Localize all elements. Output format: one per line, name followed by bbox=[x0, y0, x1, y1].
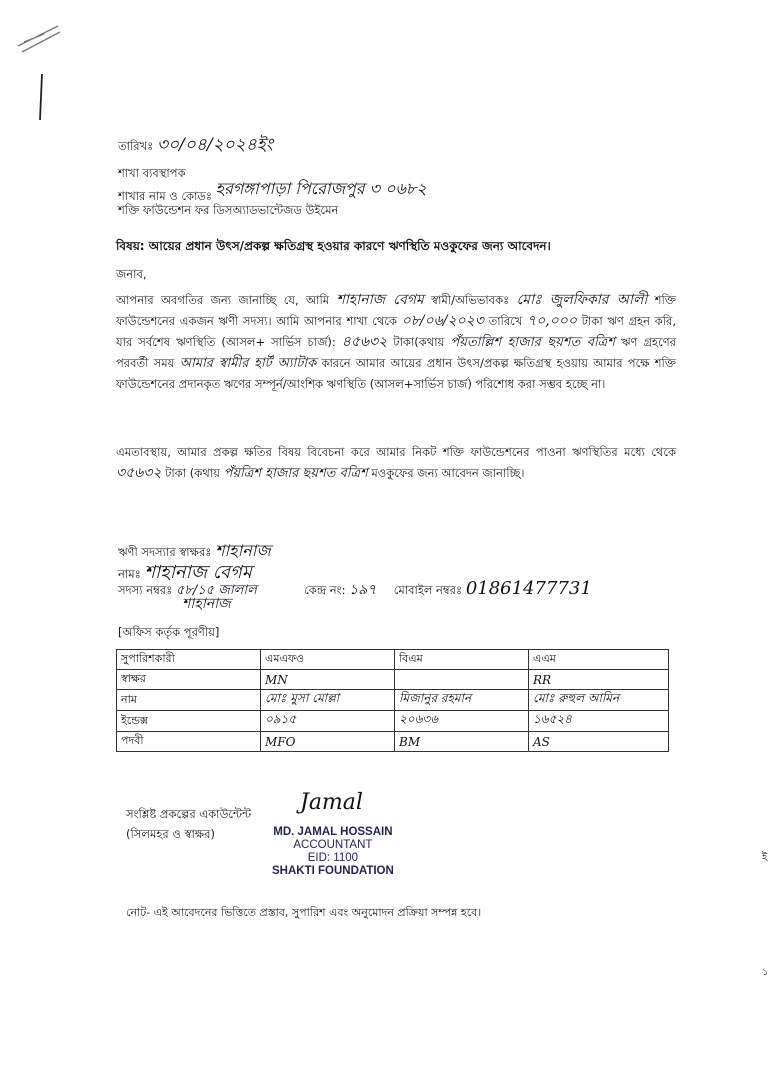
scan-mark-line bbox=[36, 72, 46, 122]
office-table-header-row bbox=[117, 650, 669, 670]
center-value: ১৯৭ bbox=[349, 582, 377, 598]
accountant-label: সংশ্লিষ্ট প্রকল্পের একাউন্টেন্ট bbox=[126, 807, 252, 821]
table-cell: ১৬৫২৪ bbox=[529, 711, 669, 732]
footer-note: নোট- এই আবেদনের ভিত্তিতে প্রস্তাব, সুপারিশ এবং অনুমোদন প্রক্রিয়া সম্পন্ন হবে। bbox=[126, 906, 482, 919]
body-text: এমতাবস্থায়, আমার প্রকল্প ক্ষতির বিষয় বিবেচনা করে আমার নিকট শক্তি ফাউন্ডেশনের পাওনা ঋণস্থিতির মধ্যে থেকে bbox=[116, 445, 676, 459]
date-line bbox=[118, 132, 273, 160]
subject-line bbox=[116, 238, 551, 258]
body-text: স্বামী/অভিভাবকঃ bbox=[431, 293, 510, 307]
margin-mark: ই bbox=[762, 852, 768, 863]
member-signature-label: ঋণী সদস্যার স্বাক্ষরঃ bbox=[118, 545, 212, 559]
table-cell: AS bbox=[529, 732, 669, 752]
accountant-signature: Jamal bbox=[300, 790, 363, 815]
loan-date-filled: ০৮/০৬/২০২৩ bbox=[401, 313, 484, 329]
date-value: ৩০/০৪/২০২৪ইং bbox=[156, 135, 273, 155]
column-header: এএম bbox=[529, 650, 669, 670]
row-label: নাম bbox=[117, 690, 261, 711]
table-cell: মিজানুর রহমান bbox=[395, 690, 529, 711]
waiver-words-filled: পঁয়ত্রিশ হাজার ছয়শত বত্রিশ bbox=[223, 466, 368, 481]
outstanding-words-filled: পঁয়তাল্লিশ হাজার ছয়শত বত্রিশ bbox=[450, 335, 615, 350]
row-label: পদবী bbox=[117, 732, 261, 752]
body-text: ঋণ গ্রহণের পরবর্তী সময় bbox=[116, 335, 677, 370]
body-paragraph-1 bbox=[116, 290, 676, 395]
row-label: ইন্ডেক্স bbox=[117, 711, 261, 732]
scan-mark-scribble bbox=[14, 20, 64, 60]
table-cell: মোঃ রুহুল আমিন bbox=[529, 690, 669, 711]
organization-line: শক্তি ফাউন্ডেশন ফর ডিসঅ্যাডভান্টেজড উইমেন bbox=[118, 203, 339, 217]
date-label: তারিখঃ bbox=[118, 139, 154, 153]
table-cell: MN bbox=[261, 670, 395, 690]
body-text: টাকা (কথায় bbox=[165, 466, 220, 480]
body-text: আপনার অবগতির জন্য জানাচ্ছি যে, আমি bbox=[116, 293, 330, 307]
table-row bbox=[117, 711, 669, 732]
table-cell: RR bbox=[529, 670, 669, 690]
body-paragraph-2 bbox=[116, 442, 676, 484]
stamp-org: SHAKTI FOUNDATION bbox=[272, 865, 394, 877]
loan-amount-filled: ৭০,০০০ bbox=[527, 313, 577, 329]
cause-filled: আমার স্বামীর হার্ট অ্যাটাক bbox=[179, 356, 317, 371]
row-label: স্বাক্ষর bbox=[117, 670, 261, 690]
table-cell: BM bbox=[395, 732, 529, 752]
table-cell bbox=[395, 670, 529, 690]
body-text: টাকা(কথায় bbox=[393, 335, 445, 349]
center-label: কেন্দ্র নং: bbox=[304, 583, 346, 597]
table-row bbox=[117, 670, 669, 690]
subject-label: বিষয়: bbox=[116, 239, 145, 253]
member-number-value: ৫৮/১৫ জালাল bbox=[175, 583, 257, 598]
stamp-name: MD. JAMAL HOSSAIN bbox=[273, 826, 393, 838]
outstanding-filled: ৪৫৬৩২ bbox=[341, 334, 388, 350]
body-text: টাকা ঋণ গ্রহন করি, যার সর্বশেষ ঋণস্থিতি (আসল+ সার্ভিস চার্জ): bbox=[116, 314, 677, 349]
body-text: কারনে আমার আয়ের প্রধান উৎস/প্রকল্প ক্ষতিগ্রস্থ হওয়ায় আমার পক্ষে শক্তি ফাউন্ডেশনের প্রদানকৃত ঋণের সম্পূর্ন/আংশিক ঋণস্থিতি (আসল+সার্ভিস চার্জ) পরিশোধ করা সম্ভব হচ্ছে না। bbox=[116, 356, 677, 391]
stamp-id: EID: 1100 bbox=[307, 852, 359, 864]
member-number-label: সদস্য নম্বরঃ bbox=[118, 583, 173, 597]
body-text: মওকুফের জন্য আবেদন জানাচ্ছি। bbox=[371, 466, 525, 480]
branch-value: হরগঙ্গাপাড়া পিরোজপুর ৩ ০৬৮২ bbox=[215, 179, 427, 198]
margin-mark: ১ bbox=[762, 967, 769, 978]
member-name-label: নামঃ bbox=[118, 567, 141, 581]
column-header: সুপারিশকারী bbox=[117, 650, 261, 670]
waiver-amount-filled: ৩৫৬৩২ bbox=[116, 465, 162, 481]
subject-text: আয়ের প্রধান উৎস/প্রকল্প ক্ষতিগ্রস্থ হওয়ার কারণে ঋণস্থিতি মওকুফের জন্য আবেদন। bbox=[148, 239, 551, 253]
branch-label: শাখার নাম ও কোডঃ bbox=[118, 189, 213, 203]
seal-label: (সিলমহর ও স্বাক্ষর) bbox=[126, 827, 215, 841]
column-header: এমএফও bbox=[261, 650, 395, 670]
mobile-label: মোবাইল নম্বরঃ bbox=[393, 583, 463, 597]
body-text: শক্তি ফাউন্ডেশনের একজন ঋণী সদস্য। আমি আপনার শাখা থেকে bbox=[116, 293, 676, 328]
member-signature: শাহানাজ bbox=[215, 541, 271, 560]
table-row bbox=[117, 690, 669, 711]
table-cell: ২০৬৩৬ bbox=[395, 711, 529, 732]
guardian-name-filled: মোঃ জুলফিকার আলী bbox=[516, 292, 648, 308]
member-name-filled: শাহানাজ বেগম bbox=[336, 292, 424, 308]
salutation: জনাব, bbox=[116, 267, 147, 281]
table-cell: MFO bbox=[261, 732, 395, 752]
body-text: তারিখে bbox=[488, 314, 523, 328]
table-row bbox=[117, 732, 669, 752]
column-header: বিএম bbox=[395, 650, 529, 670]
table-cell: ০৯১৫ bbox=[261, 711, 395, 732]
table-cell: মোঃ মুসা মোল্লা bbox=[261, 690, 395, 711]
office-section-title: [অফিস কর্তৃক পূরণীয়] bbox=[118, 625, 220, 639]
accountant-stamp bbox=[272, 826, 394, 878]
member-number-signature: শাহানাজ bbox=[182, 596, 231, 612]
office-table bbox=[116, 649, 669, 752]
member-name-value: শাহানাজ বেগম bbox=[144, 562, 252, 583]
mobile-value: 01861477731 bbox=[465, 578, 592, 599]
stamp-role: ACCOUNTANT bbox=[293, 839, 373, 851]
addressee-title: শাখা ব্যবস্থাপক bbox=[118, 166, 186, 180]
